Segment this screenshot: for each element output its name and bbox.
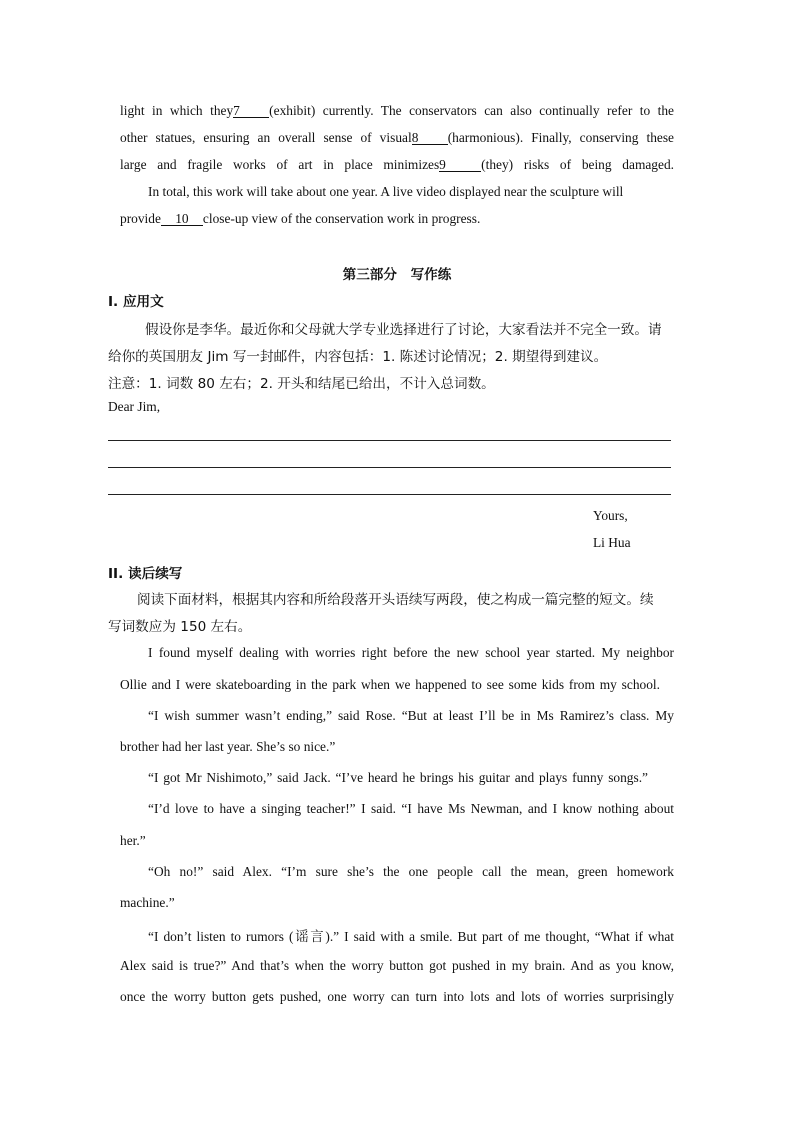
section1-heading: I. 应用文 xyxy=(108,294,164,310)
story-line: I found myself dealing with worries right before the new school year started. My neighbor xyxy=(148,645,674,660)
letter-closing: Yours, xyxy=(593,508,628,523)
passage-text: close-up view of the conservation work in progress. xyxy=(202,211,481,226)
story-line: “I wish summer wasn’t ending,” said Rose. “But at least I’ll be in Ms Ramirez’s class. My xyxy=(148,708,674,723)
passage-line-4: In total, this work will take about one year. A live video displayed near the sculpture will xyxy=(148,184,624,199)
passage-text: other statues, ensuring an overall sense of visual xyxy=(120,130,412,145)
story-line: “Oh no!” said Alex. “I’m sure she’s the one people call the mean, green homework xyxy=(148,864,674,879)
passage-text: large and fragile works of art in place minimizes xyxy=(120,157,440,172)
passage-line-3 xyxy=(120,157,674,173)
story-line: “I’d love to have a singing teacher!” I said. “I have Ms Newman, and I know nothing about xyxy=(148,801,674,816)
passage-line-5 xyxy=(120,211,480,227)
section2-instruction-line2: 写词数应为 150 左右。 xyxy=(108,619,252,635)
writing-line xyxy=(108,494,671,495)
section1-prompt-line1: 假设你是李华。最近你和父母就大学专业选择进行了讨论，大家看法并不完全一致。请 xyxy=(145,322,662,338)
story-line: “I don’t listen to rumors (谣言).” I said with a smile. But part of me thought, “What if what xyxy=(148,929,674,944)
story-line: once the worry button gets pushed, one worry can turn into lots and lots of worries surprisingly xyxy=(120,989,674,1004)
story-line: “I got Mr Nishimoto,” said Jack. “I’ve heard he brings his guitar and plays funny songs.” xyxy=(148,770,648,785)
story-line: machine.” xyxy=(120,895,175,910)
passage-text: provide xyxy=(120,211,161,226)
section1-note: 注意：1. 词数 80 左右；2. 开头和结尾已给出，不计入总词数。 xyxy=(108,376,495,392)
story-line: her.” xyxy=(120,833,146,848)
passage-text: light in which they xyxy=(120,103,234,118)
section1-prompt-line2: 给你的英国朋友 Jim 写一封邮件，内容包括：1. 陈述讨论情况；2. 期望得到建议。 xyxy=(108,349,608,365)
blank-10: 10 xyxy=(161,212,203,226)
story-line: brother had her last year. She’s so nice.” xyxy=(120,739,336,754)
writing-line xyxy=(108,467,671,468)
passage-text: (exhibit) currently. The conservators can also continually refer to the xyxy=(269,103,675,118)
blank-9: 9 xyxy=(439,158,481,172)
section2-heading: II. 读后续写 xyxy=(108,566,183,582)
passage-line-2 xyxy=(120,130,674,146)
passage-text: (harmonious). Finally, conserving these xyxy=(447,130,674,145)
part3-title: 第三部分 写作练 xyxy=(342,267,452,283)
writing-line xyxy=(108,440,671,441)
blank-8: 8 xyxy=(412,131,448,145)
section2-instruction-line1: 阅读下面材料，根据其内容和所给段落开头语续写两段，使之构成一篇完整的短文。续 xyxy=(137,592,654,608)
passage-text: (they) risks of being damaged. xyxy=(481,157,674,172)
letter-salutation: Dear Jim, xyxy=(108,399,161,414)
letter-signature: Li Hua xyxy=(593,535,631,550)
story-line: Alex said is true?” And that’s when the worry button got pushed in my brain. And as you know, xyxy=(120,958,674,973)
story-line: Ollie and I were skateboarding in the park when we happened to see some kids from my school. xyxy=(120,677,660,692)
passage-line-1 xyxy=(120,103,674,119)
blank-7: 7 xyxy=(233,104,269,118)
